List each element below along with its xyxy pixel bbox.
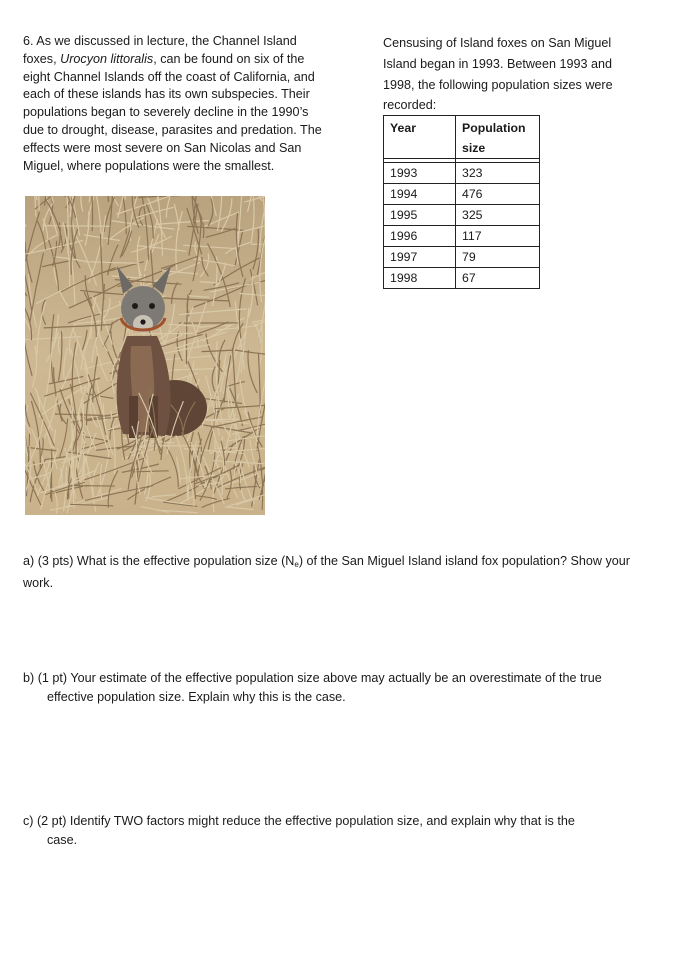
census-paragraph: Censusing of Island foxes on San Miguel Island began in 1993. Between 1993 and 1998, the following population sizes were recorded: [383, 36, 613, 113]
cell-population: 325 [456, 205, 540, 226]
table-row [384, 205, 540, 226]
question-a [23, 552, 653, 593]
island-fox-image [25, 196, 265, 515]
question-a-text: a) (3 pts) What is the effective population size (N [23, 554, 295, 568]
cell-year: 1994 [384, 184, 456, 205]
cell-year: 1997 [384, 247, 456, 268]
cell-population: 476 [456, 184, 540, 205]
grass-blade [51, 477, 52, 498]
cell-year: 1998 [384, 268, 456, 289]
cell-year: 1996 [384, 226, 456, 247]
cell-population: 323 [456, 163, 540, 184]
question-c [23, 812, 653, 850]
intro-paragraph [23, 33, 328, 175]
question-c-line-2: case. [47, 833, 78, 847]
intro-text-1: 6. As we discussed in lecture, the Channel Island foxes, [23, 34, 297, 66]
header-year: Year [384, 116, 456, 159]
population-table [383, 115, 540, 289]
question-b [23, 669, 653, 707]
cell-year: 1993 [384, 163, 456, 184]
table-row [384, 184, 540, 205]
species-name: Urocyon littoralis [60, 51, 154, 66]
table-header-row [384, 116, 540, 159]
table-row [384, 163, 540, 184]
grass-blade [134, 333, 193, 334]
header-population-size: Population size [456, 116, 540, 159]
table-row [384, 247, 540, 268]
cell-population: 67 [456, 268, 540, 289]
fox-photo [25, 196, 265, 515]
question-c-line-1: c) (2 pt) Identify TWO factors might reduce the effective population size, and explain why that is the [23, 814, 575, 828]
cell-population: 79 [456, 247, 540, 268]
intro-text-2: , can be found on six of the eight Channel Islands off the coast of California, and each of these islands has its own subspecies. Their populations began to severely decline in the 1990’s due to drought, disease, parasites and predation. The effects were most severe on San Nicolas and San Miguel, where populations were the smallest. [23, 51, 322, 173]
cell-year: 1995 [384, 205, 456, 226]
table-row [384, 268, 540, 289]
question-a-subscript: e [294, 560, 299, 569]
question-b-line-2: effective population size. Explain why this is the case. [47, 690, 346, 704]
grass-blade [71, 486, 115, 487]
question-b-line-1: b) (1 pt) Your estimate of the effective population size above may actually be an overestimate of the true [23, 671, 602, 685]
table-row [384, 226, 540, 247]
table-body [384, 159, 540, 289]
cell-population: 117 [456, 226, 540, 247]
question-a-text-end: ) of the San Miguel Island island fox population? Show your work. [23, 554, 630, 590]
